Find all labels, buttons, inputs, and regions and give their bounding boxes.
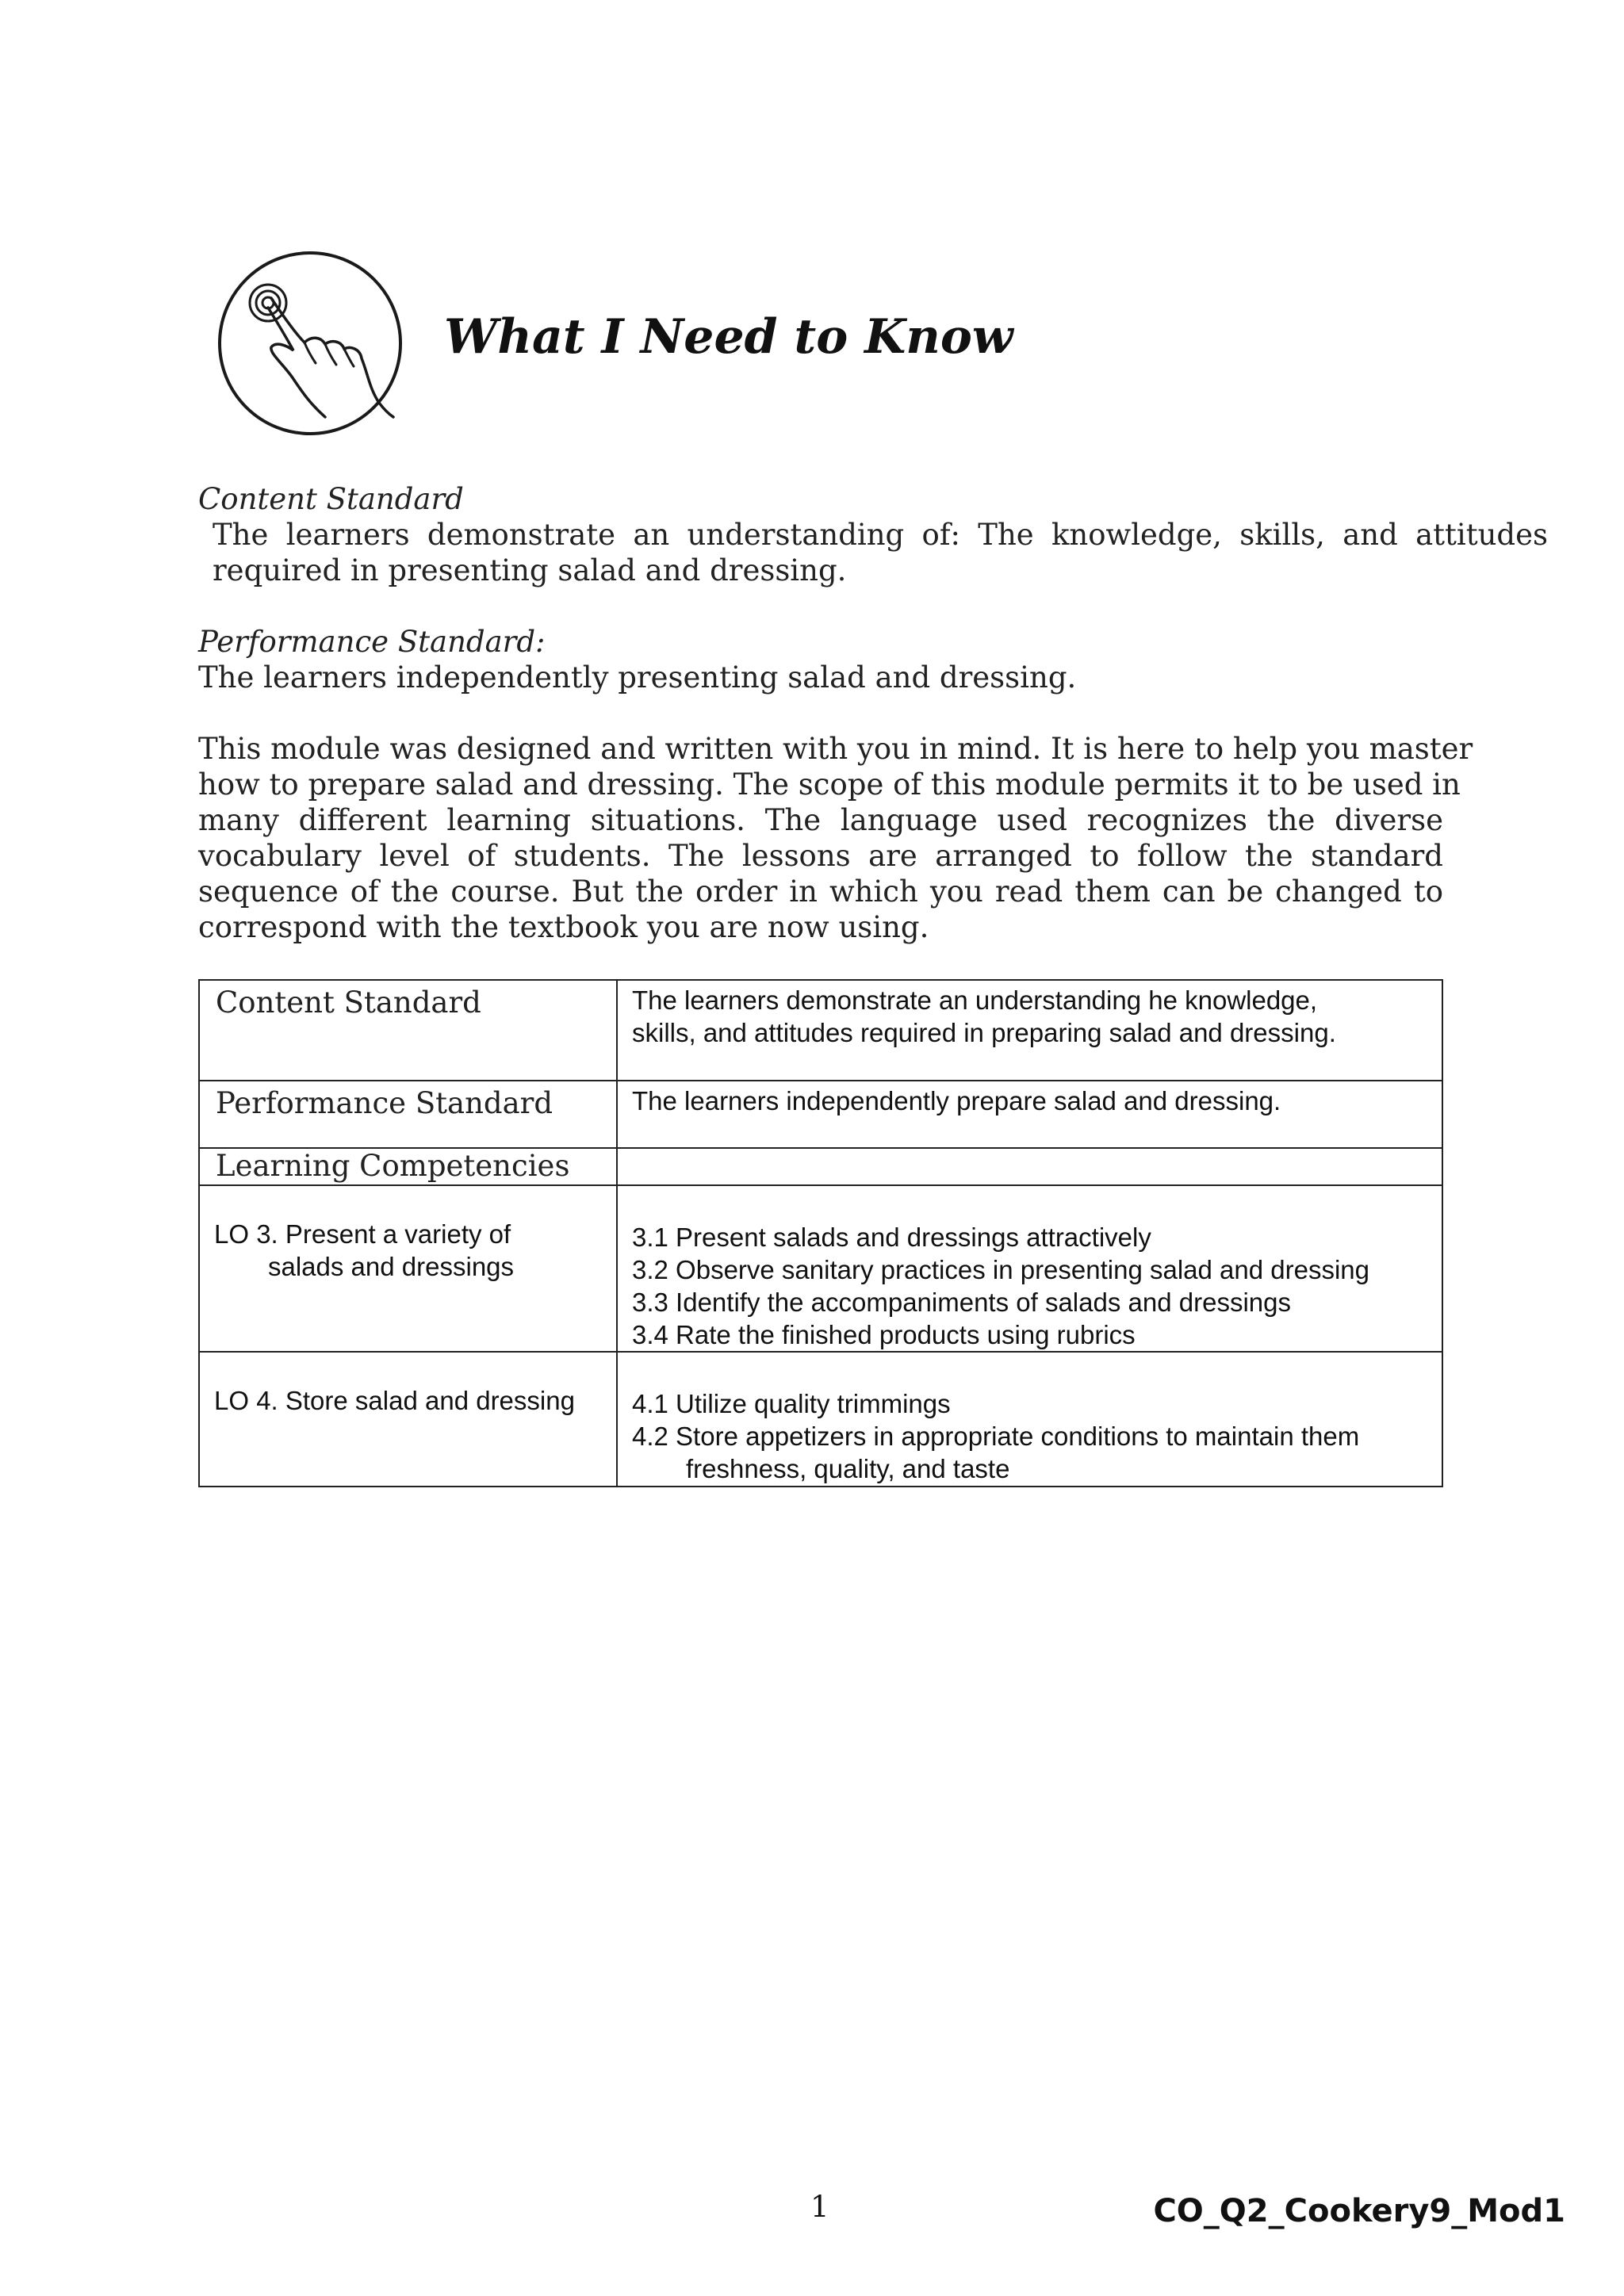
lo3-label-line: LO 3. Present a variety of [214,1219,511,1249]
table-row [199,1148,1442,1185]
module-code: CO_Q2_Cookery9_Mod1 [1153,2193,1565,2229]
table-row [199,1185,1442,1352]
intro-paragraph [198,731,1473,945]
performance-standard-value-line: The learners independently prepare salad and dressing. [632,1086,1281,1115]
table-row [199,1352,1442,1487]
lo3-item: 3.4 Rate the finished products using rubrics [632,1320,1136,1349]
performance-standard-line: The learners independently presenting salad and dressing. [198,660,1077,695]
content-standard-line: required in presenting salad and dressing. [213,553,847,587]
table-row [199,980,1442,1081]
lo4-label-line: LO 4. Store salad and dressing [214,1386,575,1415]
table-row [199,1081,1442,1148]
lo3-item: 3.3 Identify the accompaniments of salads and dressings [632,1288,1291,1317]
intro-line: how to prepare salad and dressing. The scope of this module permits it to be used in [198,767,1461,802]
content-standard-value-line: skills, and attitudes required in preparing salad and dressing. [632,1018,1336,1047]
standards-table [198,979,1443,1487]
lo3-label [199,1185,617,1352]
intro-line: sequence of the course. But the order in which you read them can be changed to [198,874,1443,909]
lo3-items [617,1185,1442,1352]
performance-standard-text [198,660,1076,695]
page-number: 1 [810,2190,829,2224]
learning-competencies-label: Learning Competencies [199,1148,617,1185]
intro-line: many different learning situations. The language used recognizes the diverse [198,803,1443,837]
content-standard-label: Content Standard [199,980,617,1081]
content-standard-text [213,517,1548,588]
performance-standard-value [617,1081,1442,1148]
intro-line: correspond with the textbook you are now using. [198,910,929,944]
content-standard-value-line: The learners demonstrate an understanding he knowledge, [632,985,1318,1015]
lo4-item: 4.2 Store appetizers in appropriate conditions to maintain them [632,1422,1360,1451]
content-standard-heading: Content Standard [198,482,464,516]
content-standard-line: The learners demonstrate an understanding of: The knowledge, skills, and attitudes [213,518,1548,552]
intro-line: This module was designed and written with you in mind. It is here to help you master [198,732,1473,766]
performance-standard-label: Performance Standard [199,1081,617,1148]
lo4-item: 4.1 Utilize quality trimmings [632,1389,951,1418]
content-standard-value [617,980,1442,1081]
lo3-item: 3.2 Observe sanitary practices in presenting salad and dressing [632,1255,1370,1284]
pointing-hand-icon [214,247,406,439]
lo4-items [617,1352,1442,1487]
lo4-item-continuation: freshness, quality, and taste [686,1454,1010,1483]
lo3-item: 3.1 Present salads and dressings attractively [632,1223,1151,1252]
lo3-label-line: salads and dressings [268,1252,515,1281]
intro-line: vocabulary level of students. The lessons are arranged to follow the standard [198,839,1443,873]
performance-standard-heading: Performance Standard: [198,625,546,659]
lo4-label [199,1352,617,1487]
page-title: What I Need to Know [444,309,1013,365]
learning-competencies-value [617,1148,1442,1185]
